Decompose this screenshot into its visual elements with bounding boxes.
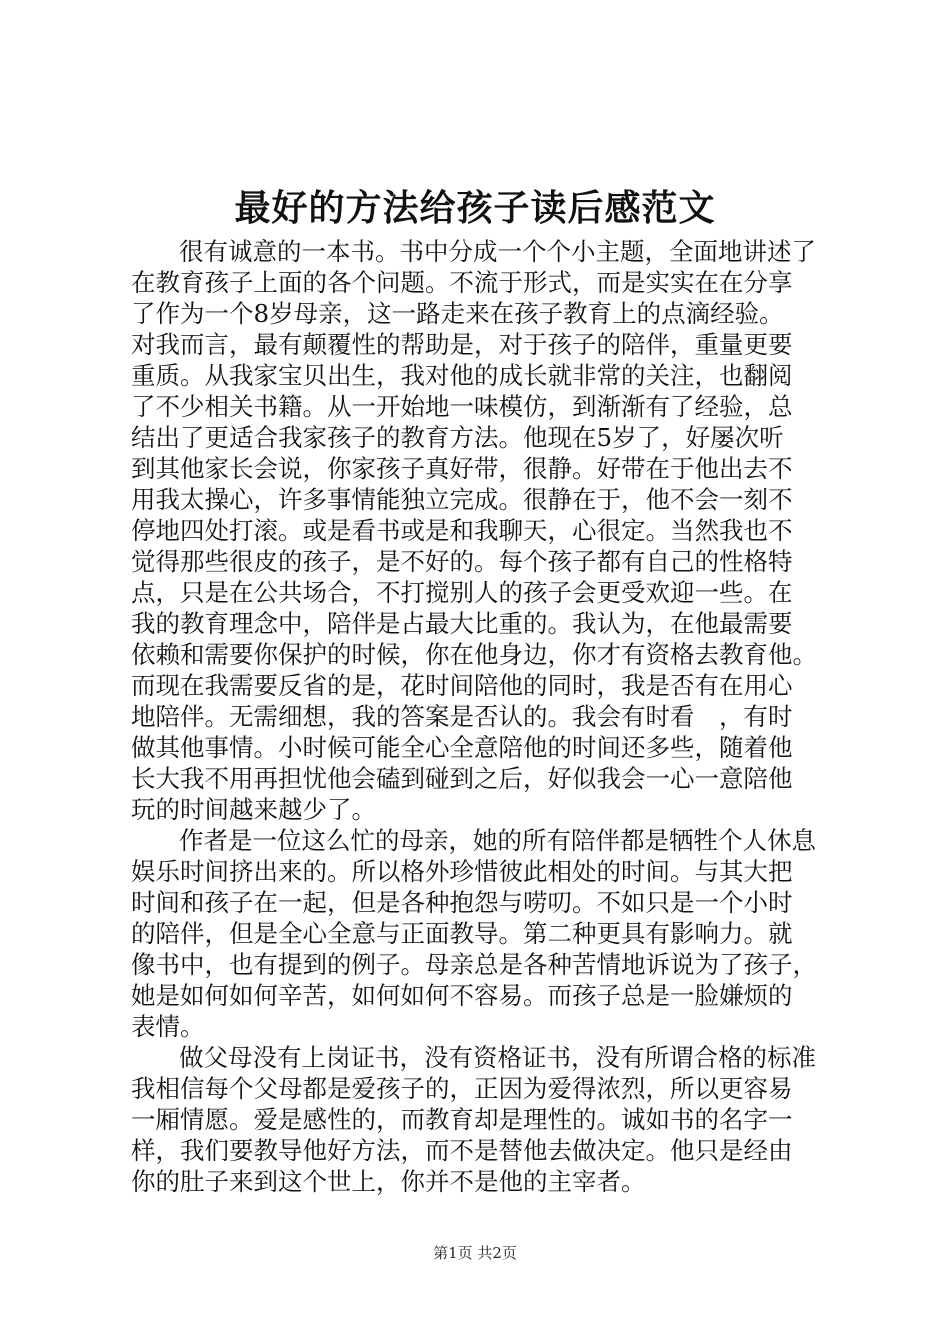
text-line: 依赖和需要你保护的时候，你在他身边，你才有资格去教育他。 xyxy=(131,640,817,669)
text-line: 了不少相关书籍。从一开始地一味模仿，到渐渐有了经验，总 xyxy=(131,392,793,421)
text-line: 了作为一个8岁母亲，这一路走来在孩子教育上的点滴经验。 xyxy=(131,299,784,328)
text-line: 的陪伴，但是全心全意与正面教导。第二种更具有影响力。就 xyxy=(131,919,793,948)
text-line: 对我而言，最有颠覆性的帮助是，对于孩子的陪伴，重量更要 xyxy=(131,330,793,359)
text-line: 你的肚子来到这个世上，你并不是他的主宰者。 xyxy=(131,1167,646,1196)
text-line: 一厢情愿。爱是感性的，而教育却是理性的。诚如书的名字一 xyxy=(131,1105,793,1134)
text-line: 我的教育理念中，陪伴是占最大比重的。我认为，在他最需要 xyxy=(131,609,793,638)
text-line: 玩的时间越来越少了。 xyxy=(131,795,376,824)
paragraph-first-line: 做父母没有上岗证书，没有资格证书，没有所谓合格的标准 xyxy=(179,1043,816,1072)
text-line: 长大我不用再担忧他会磕到碰到之后，好似我会一心一意陪他 xyxy=(131,764,793,793)
text-line: 停地四处打滚。或是看书或是和我聊天，心很定。当然我也不 xyxy=(131,516,793,545)
text-line: 用我太操心，许多事情能独立完成。很静在于，他不会一刻不 xyxy=(131,485,793,514)
text-line: 重质。从我家宝贝出生，我对他的成长就非常的关注，也翻阅 xyxy=(131,361,793,390)
text-line: 像书中，也有提到的例子。母亲总是各种苦情地诉说为了孩子， xyxy=(131,950,817,979)
text-line: 地陪伴。无需细想，我的答案是否认的。我会有时看 ，有时 xyxy=(131,702,793,731)
text-line: 在教育孩子上面的各个问题。不流于形式，而是实实在在分享 xyxy=(131,268,793,297)
page-title: 最好的方法给孩子读后感范文 xyxy=(234,187,716,229)
article-body xyxy=(131,236,831,1197)
text-line: 觉得那些很皮的孩子，是不好的。每个孩子都有自己的性格特 xyxy=(131,547,793,576)
text-line: 结出了更适合我家孩子的教育方法。他现在5岁了，好屡次听 xyxy=(131,423,784,452)
text-line: 我相信每个父母都是爱孩子的，正因为爱得浓烈，所以更容易 xyxy=(131,1074,793,1103)
text-line: 娱乐时间挤出来的。所以格外珍惜彼此相处的时间。与其大把 xyxy=(131,857,793,886)
text-line: 点，只是在公共场合，不打搅别人的孩子会更受欢迎一些。在 xyxy=(131,578,793,607)
text-line: 她是如何如何辛苦，如何如何不容易。而孩子总是一脸嫌烦的 xyxy=(131,981,793,1010)
text-line: 做其他事情。小时候可能全心全意陪他的时间还多些，随着他 xyxy=(131,733,793,762)
paragraph-first-line: 很有诚意的一本书。书中分成一个个小主题，全面地讲述了 xyxy=(179,237,816,266)
text-line: 到其他家长会说，你家孩子真好带，很静。好带在于他出去不 xyxy=(131,454,793,483)
text-line: 样，我们要教导他好方法，而不是替他去做决定。他只是经由 xyxy=(131,1136,793,1165)
text-line: 时间和孩子在一起，但是各种抱怨与唠叨。不如只是一个小时 xyxy=(131,888,793,917)
text-line: 表情。 xyxy=(131,1012,205,1041)
text-line: 而现在我需要反省的是，花时间陪他的同时，我是否有在用心 xyxy=(131,671,793,700)
page-number-footer: 第1页 共2页 xyxy=(433,1244,517,1262)
paragraph-first-line: 作者是一位这么忙的母亲，她的所有陪伴都是牺牲个人休息 xyxy=(179,826,816,855)
